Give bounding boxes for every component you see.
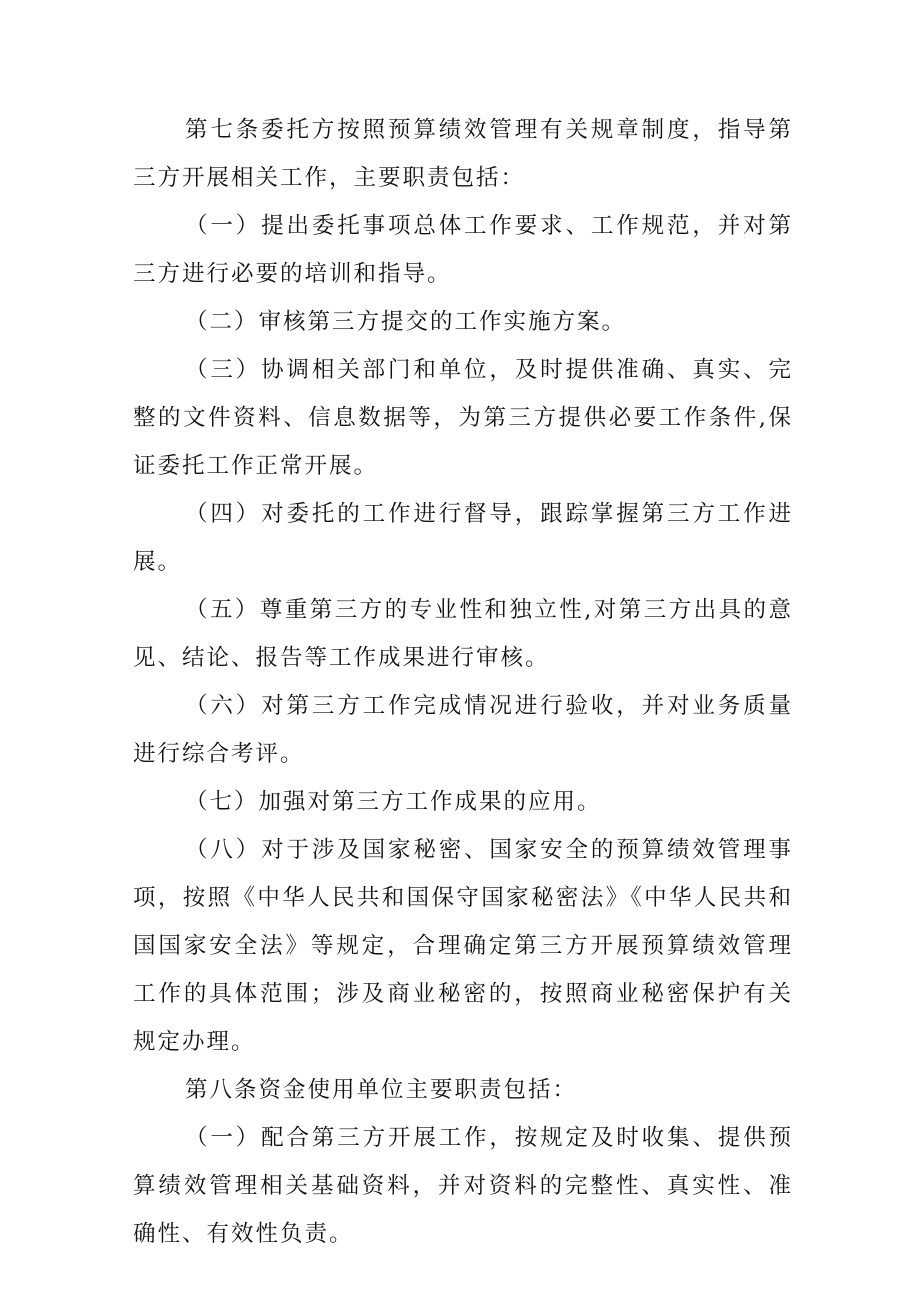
article-7-item-2-paragraph: （二）审核第三方提交的工作实施方案。 [185, 309, 627, 335]
document-body [133, 106, 793, 1258]
article-7-intro-paragraph: 第七条委托方按照预算绩效管理有关规章制度，指导第三方开展相关工作，主要职责包括： [133, 117, 793, 191]
article-7-item-3-paragraph: （三）协调相关部门和单位，及时提供准确、真实、完整的文件资料、信息数据等，为第三方提供必要工作条件,保证委托工作正常开展。 [133, 357, 793, 479]
article-7-item-6-paragraph: （六）对第三方工作完成情况进行验收，并对业务质量进行综合考评。 [133, 693, 793, 767]
article-8-intro-paragraph: 第八条资金使用单位主要职责包括： [185, 1077, 578, 1103]
article-7-item-5-paragraph: （五）尊重第三方的专业性和独立性,对第三方出具的意见、结论、报告等工作成果进行审核。 [133, 597, 793, 671]
article-7-item-4-paragraph: （四）对委托的工作进行督导，跟踪掌握第三方工作进展。 [133, 501, 793, 575]
article-7-item-1-paragraph: （一）提出委托事项总体工作要求、工作规范，并对第三方进行必要的培训和指导。 [133, 213, 793, 287]
article-7-item-8-paragraph: （八）对于涉及国家秘密、国家安全的预算绩效管理事项，按照《中华人民共和国保守国家秘密法》《中华人民共和国国家安全法》等规定，合理确定第三方开展预算绩效管理工作的具体范围；涉及商业秘密的，按照商业秘密保护有关规定办理。 [133, 837, 793, 1055]
article-7-item-7-paragraph: （七）加强对第三方工作成果的应用。 [185, 789, 602, 815]
article-8-item-1-paragraph: （一）配合第三方开展工作，按规定及时收集、提供预算绩效管理相关基础资料，并对资料的完整性、真实性、准确性、有效性负责。 [133, 1125, 793, 1247]
